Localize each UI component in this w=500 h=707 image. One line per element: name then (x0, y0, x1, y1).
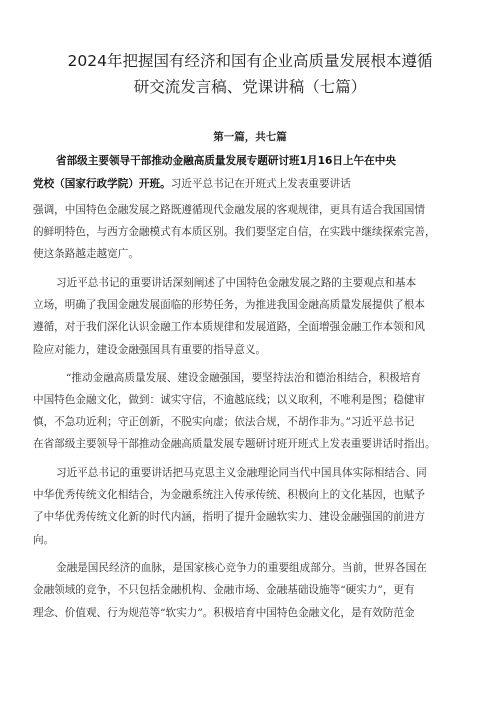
lead-text-2: 党校（国家行政学院）开班。 (33, 178, 171, 190)
lead-text-1: 省部级主要领导干部推动金融高质量发展专题研讨班1月16日上午在中央 (56, 155, 396, 167)
lead-line-1 (56, 154, 396, 168)
body-line: 慎，不急功近利；守正创新，不脱实向虚；依法合规，不胡作非为。”习近平总书记 (33, 416, 415, 428)
body-line: 遵循，对于我们深化认识金融工作本质规律和发展道路，全面增强金融工作本领和风 (33, 321, 425, 333)
body-line: 的鲜明特色，与西方金融模式有本质区别。我们要坚定自信，在实践中继续探索完善， (33, 226, 436, 238)
lead-line-2 (33, 177, 351, 191)
body-line: “推动金融高质量发展、建设金融强国，要坚持法治和德治相结合，积极培育 (66, 372, 422, 384)
body-line: 立场，明确了我国金融发展面临的形势任务，为推进我国金融高质量发展提供了根本 (33, 299, 425, 311)
body-line: 中华优秀传统文化相结合，为金融系统注入传承传统、积极向上的文化基因，也赋予 (33, 489, 425, 501)
lead-text-2-rest: 习近平总书记在开班式上发表重要讲话 (170, 178, 351, 190)
body-line: 使这条路越走越宽广。 (33, 248, 139, 260)
section-heading: 第一篇，共七篇 (213, 131, 287, 143)
body-line: 险应对能力，建设金融强国具有重要的指导意义。 (33, 344, 267, 356)
body-line: 习近平总书记的重要讲话把马克思主义金融理论同当代中国具体实际相结合、同 (56, 467, 427, 479)
body-line: 向。 (33, 534, 55, 546)
body-line: 强调，中国特色金融发展之路既遵循现代金融发展的客观规律，更具有适合我国国情 (33, 204, 425, 216)
body-line: 理念、价值观、行为规范等“软实力”。积极培育中国特色金融文化，是有效防范金 (33, 607, 415, 619)
body-line: 中国特色金融文化，做到：诚实守信，不逾越底线；以义取利，不唯利是图；稳健审 (33, 394, 425, 406)
body-line: 了中华优秀传统文化新的时代内涵，指明了提升金融软实力、建设金融强国的前进方 (33, 511, 425, 523)
body-line: 金融领域的竞争，不只包括金融机构、金融市场、金融基础设施等“硬实力”，更有 (33, 584, 415, 596)
body-line: 在省部级主要领导干部推动金融高质量发展专题研讨班开班式上发表重要讲话时指出。 (33, 438, 436, 450)
document-title-line-2: 研交流发言稿、党课讲稿（七篇） (133, 78, 367, 96)
body-line: 金融是国民经济的血脉，是国家核心竞争力的重要组成部分。当前，世界各国在 (56, 562, 427, 574)
document-title-line-1: 2024年把握国有经济和国有企业高质量发展根本遵循 (67, 52, 433, 70)
body-line: 习近平总书记的重要讲话深刻阐述了中国特色金融发展之路的主要观点和基本 (56, 277, 417, 289)
